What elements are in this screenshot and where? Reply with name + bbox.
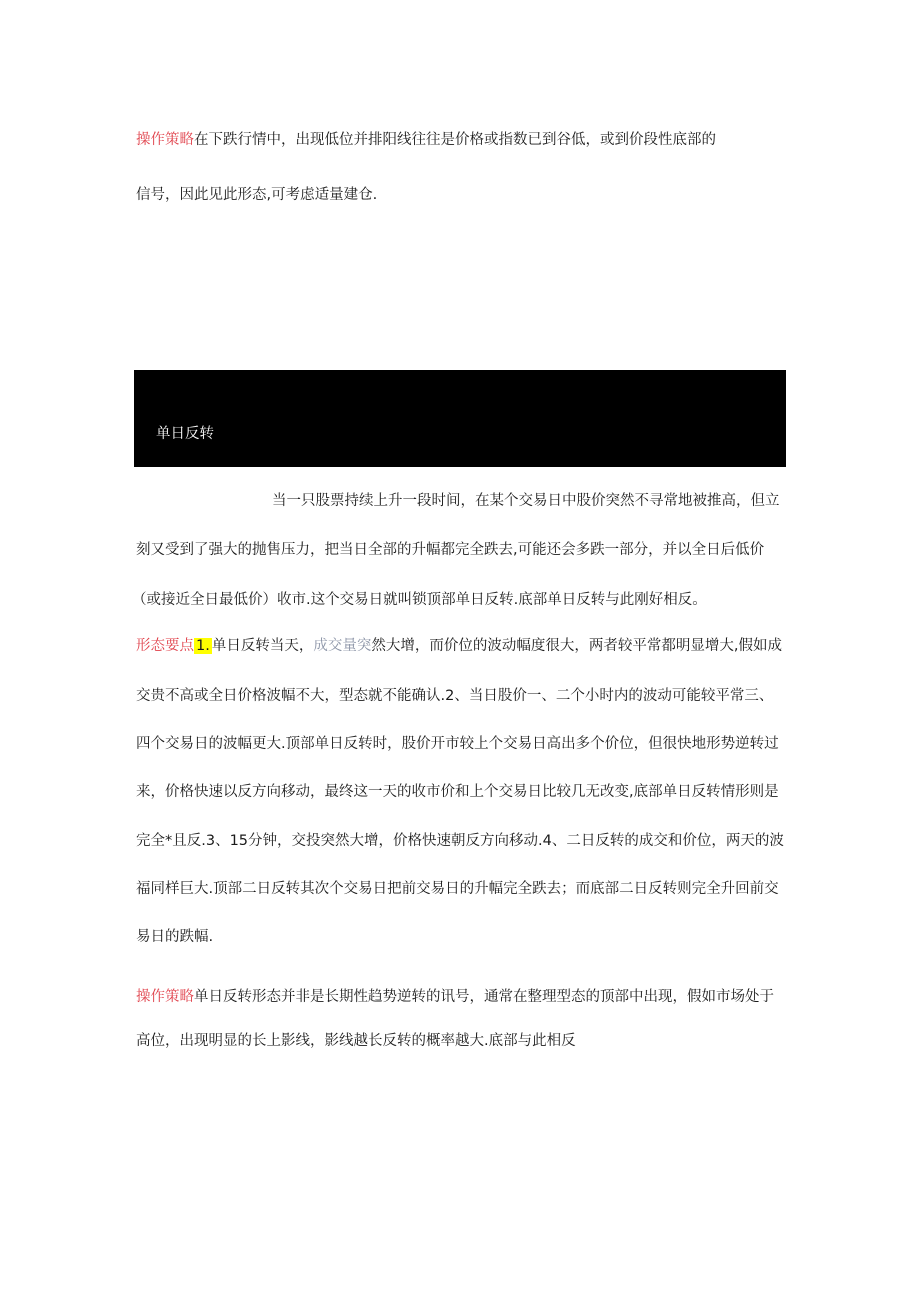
highlighted-number: 1. [196, 638, 210, 654]
strategy-label: 操作策略 [136, 132, 194, 148]
key-points-text-a: 单日反转当天， [211, 638, 314, 654]
intro-line-3: （或接近全日最低价）收市.这个交易日就叫锁顶部单日反转.底部单日反转与此刚好相反。 [132, 592, 707, 608]
intro-line-1: 当一只股票持续上升一段时间，在某个交易日中股价突然不寻常地被推高，但立 [272, 493, 780, 509]
strategy2-text-1: 单日反转形态并非是长期性趋势逆转的讯号，通常在整理型态的顶部中出现，假如市场处于 [194, 989, 774, 1005]
key-points-line-6: 福同样巨大.顶部二日反转其次个交易日把前交易日的升幅完全跌去；而底部二日反转则完全升回前交 [136, 881, 779, 897]
strategy-paragraph-line-2: 信号，因此见此形态,可考虑适量建仓. [136, 187, 378, 203]
strategy2-line-2: 高位，出现明显的长上影线，影线越长反转的概率越大.底部与此相反 [136, 1033, 576, 1049]
key-points-label: 形态要点 [136, 638, 194, 654]
section-banner [134, 370, 786, 467]
key-points-line-4: 来，价格快速以反方向移动，最终这一天的收市价和上个交易日比较几无改变,底部单日反转情形则是 [136, 784, 779, 800]
strategy-text-1: 在下跌行情中，出现低位并排阳线往往是价格或指数已到谷低，或到价段性底部的 [194, 132, 716, 148]
intro-line-2: 刻又受到了强大的抛售压力，把当日全部的升幅都完全跌去,可能还会多跌一部分，并以全日后低价 [136, 542, 765, 558]
key-points-line-5: 完全*且反.3、15分钟，交投突然大增，价格快速朝反方向移动.4、二日反转的成交和价位，两天的波 [136, 833, 784, 849]
key-points-line-2: 交贵不高或全日价格波幅不大，型态就不能确认.2、当日股价一、二个小时内的波动可能较平常三、 [136, 688, 774, 704]
key-points-gray-text: 成交量突 [313, 638, 372, 654]
key-points-line-1 [136, 636, 782, 656]
key-points-text-b: 然大增，而价位的波动幅度很大，两者较平常都明显增大,假如成 [371, 638, 782, 654]
strategy2-label: 操作策略 [136, 989, 194, 1005]
strategy-paragraph-line-1 [136, 130, 716, 150]
strategy2-line-1 [136, 987, 774, 1007]
banner-title: 单日反转 [156, 426, 214, 442]
key-points-line-7: 易日的跌幅. [136, 929, 214, 945]
key-points-line-3: 四个交易日的波幅更大.顶部单日反转时，股价开市较上个交易日高出多个价位，但很快地形势逆转过 [136, 736, 779, 752]
